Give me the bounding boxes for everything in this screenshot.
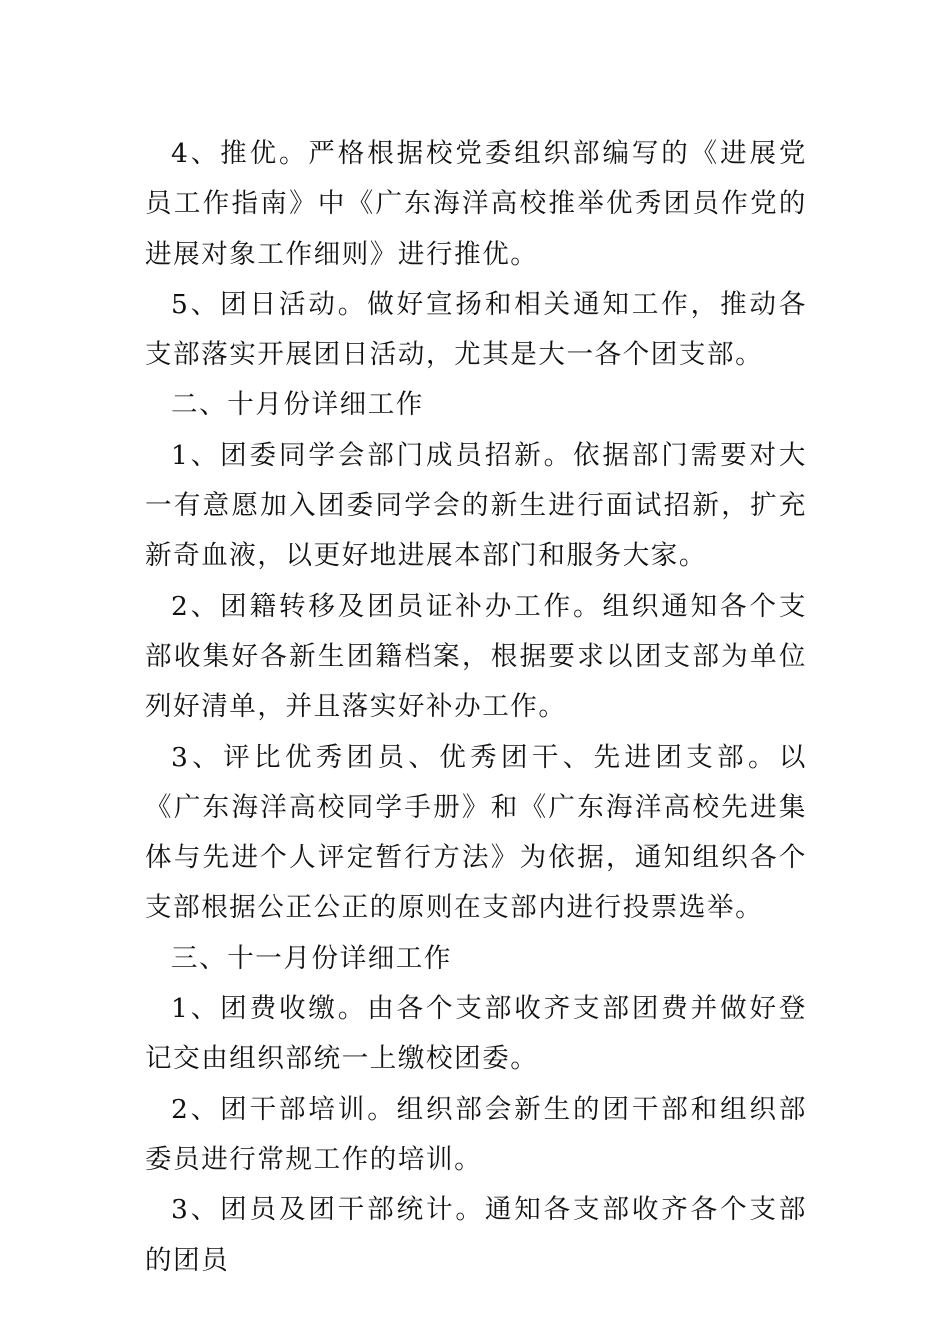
document-body [145,129,807,1286]
paragraph-item-3-statistics: 3、团员及团干部统计。通知各支部收齐各个支部的团员 [145,1194,807,1276]
paragraph-item-1-fee-collection: 1、团费收缴。由各个支部收齐支部团费并做好登记交由组织部统一上缴校团委。 [145,993,807,1075]
paragraph-item-2-membership-transfer: 2、团籍转移及团员证补办工作。组织通知各个支部收集好各新生团籍档案，根据要求以团支部为单位列好清单，并且落实好补办工作。 [145,590,807,723]
paragraph-item-3-awards: 3、评比优秀团员、优秀团干、先进团支部。以《广东海洋高校同学手册》和《广东海洋高校先进集体与先进个人评定暂行方法》为依据，通知组织各个支部根据公正公正的原则在支部内进行投票选举。 [145,741,807,924]
paragraph-item-2-cadre-training: 2、团干部培训。组织部会新生的团干部和组织部委员进行常规工作的培训。 [145,1093,807,1175]
section-heading-november: 三、十一月份详细工作 [171,942,452,974]
paragraph-item-4-recommend: 4、推优。严格根据校党委组织部编写的《进展党员工作指南》中《广东海洋高校推举优秀团员作党的进展对象工作细则》进行推优。 [145,138,807,270]
paragraph-item-5-league-day: 5、团日活动。做好宣扬和相关通知工作，推动各支部落实开展团日活动，尤其是大一各个团支部。 [145,288,807,371]
paragraph-item-1-recruitment: 1、团委同学会部门成员招新。依据部门需要对大一有意愿加入团委同学会的新生进行面试招新，扩充新奇血液，以更好地进展本部门和服务大家。 [145,439,807,572]
section-heading-october: 二、十月份详细工作 [171,389,424,421]
